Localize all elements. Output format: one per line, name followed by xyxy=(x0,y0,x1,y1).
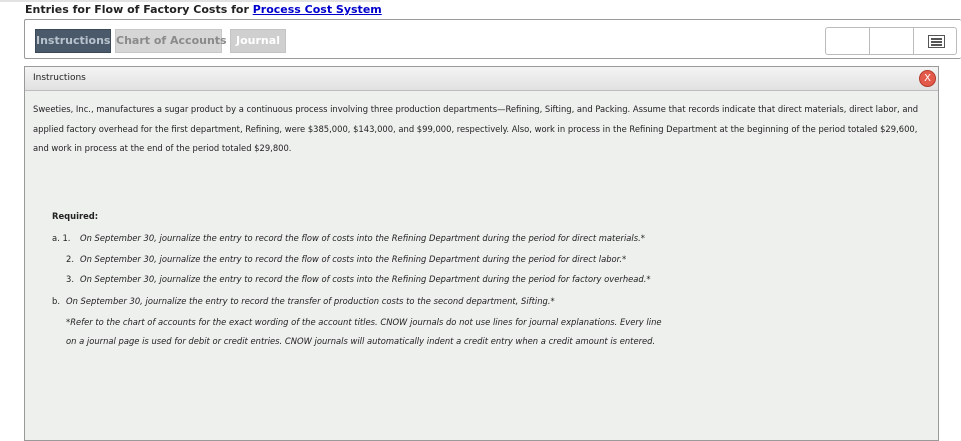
requirement-a2 xyxy=(66,254,626,264)
required-heading: Required: xyxy=(52,211,99,221)
requirement-text: On September 30, journalize the entry to record the flow of costs into the Refining Department during the period for direct labor.* xyxy=(80,254,627,264)
process-cost-system-link[interactable]: Process Cost System xyxy=(252,3,382,16)
requirement-b xyxy=(52,296,555,306)
requirement-text: On September 30, journalize the entry to record the transfer of production costs to the second department, Sifting.* xyxy=(66,296,555,306)
requirement-label: a. 1. xyxy=(52,233,71,243)
close-icon[interactable]: X xyxy=(919,70,936,87)
menu-icon xyxy=(928,35,945,48)
requirement-text: On September 30, journalize the entry to record the flow of costs into the Refining Department during the period for direct materials.* xyxy=(80,233,645,243)
requirement-label: b. xyxy=(52,296,60,306)
menu-button[interactable] xyxy=(913,27,957,55)
tab-journal[interactable]: Journal xyxy=(230,29,286,53)
requirement-label: 2. xyxy=(66,254,74,264)
requirement-label: 3. xyxy=(66,274,74,284)
requirement-text: On September 30, journalize the entry to record the flow of costs into the Refining Department during the period for factory overhead.* xyxy=(80,274,651,284)
tab-chart-of-accounts[interactable]: Chart of Accounts xyxy=(115,29,222,53)
toolbar-button-1[interactable] xyxy=(825,27,870,55)
requirement-a3 xyxy=(66,274,651,284)
panel-header xyxy=(25,67,938,91)
intro-line: applied factory overhead for the first department, Refining, were $385,000, $143,000, and $99,000, respectively. Also, work in process in the Refining Department at the beginning of the period totaled $29,600, xyxy=(33,123,918,134)
intro-paragraph xyxy=(33,100,933,159)
panel-title: Instructions xyxy=(33,73,86,83)
page-title-prefix: Entries for Flow of Factory Costs for xyxy=(25,3,253,16)
intro-line: Sweeties, Inc., manufactures a sugar product by a continuous process involving three production departments—Refining, Sifting, and Packing. Assume that records indicate that direct materials, direct labor, and xyxy=(33,104,919,114)
instructions-panel xyxy=(24,66,939,441)
note-line: *Refer to the chart of accounts for the exact wording of the account titles. CNOW journals do not use lines for journal explanations. Every line xyxy=(66,317,662,327)
instructions-content xyxy=(33,100,933,346)
top-divider xyxy=(0,0,380,2)
intro-line: and work in process at the end of the period totaled $29,800. xyxy=(33,143,292,153)
tab-instructions[interactable]: Instructions xyxy=(35,29,111,53)
toolbar-button-2[interactable] xyxy=(869,27,914,55)
page-title xyxy=(25,3,382,16)
tab-bar xyxy=(24,19,961,59)
requirement-a1 xyxy=(52,233,645,243)
note-line: on a journal page is used for debit or credit entries. CNOW journals will automatically indent a credit entry when a credit amount is entered. xyxy=(66,336,656,346)
